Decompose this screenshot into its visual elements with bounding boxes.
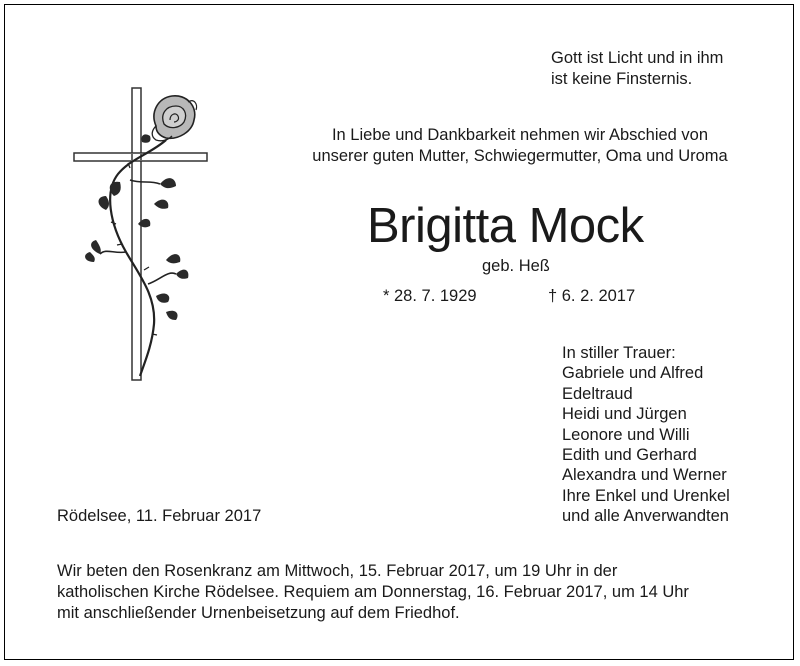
place-date: Rödelsee, 11. Februar 2017 [57, 507, 262, 525]
mourner-entry: Ihre Enkel und Urenkel [562, 486, 730, 505]
cross-with-rose-icon [70, 84, 220, 384]
motto-line: Gott ist Licht und in ihm [551, 49, 724, 67]
intro-text [220, 125, 800, 167]
mourner-entry: Edeltraud [562, 384, 633, 403]
notice-line: Wir beten den Rosenkranz am Mittwoch, 15. Februar 2017, um 19 Uhr in der [57, 562, 618, 580]
notice-line: mit anschließender Urnenbeisetzung auf dem Friedhof. [57, 604, 460, 622]
mourner-entry: Edith und Gerhard [562, 446, 697, 465]
motto [551, 48, 723, 90]
motto-line: ist keine Finsternis. [551, 70, 693, 88]
birth-date: * 28. 7. 1929 [383, 287, 477, 305]
intro-line: unserer guten Mutter, Schwiegermutter, Oma und Uroma [312, 147, 728, 165]
mourner-entry: und alle Anverwandten [562, 507, 729, 526]
maiden-name: geb. Heß [482, 257, 550, 275]
intro-line: In Liebe und Dankbarkeit nehmen wir Abschied von [331, 126, 709, 144]
mourners-heading: In stiller Trauer: [562, 344, 676, 362]
service-notice [57, 561, 689, 624]
death-date: † 6. 2. 2017 [548, 287, 636, 305]
mourner-entry: Alexandra und Werner [562, 466, 727, 485]
mourners-list [562, 343, 730, 527]
mourner-entry: Gabriele und Alfred [562, 364, 704, 383]
mourner-entry: Leonore und Willi [562, 425, 690, 444]
deceased-name: Brigitta Mock [367, 199, 644, 253]
mourner-entry: Heidi und Jürgen [562, 405, 687, 424]
notice-line: katholischen Kirche Rödelsee. Requiem am Donnerstag, 16. Februar 2017, um 14 Uhr [57, 583, 689, 601]
